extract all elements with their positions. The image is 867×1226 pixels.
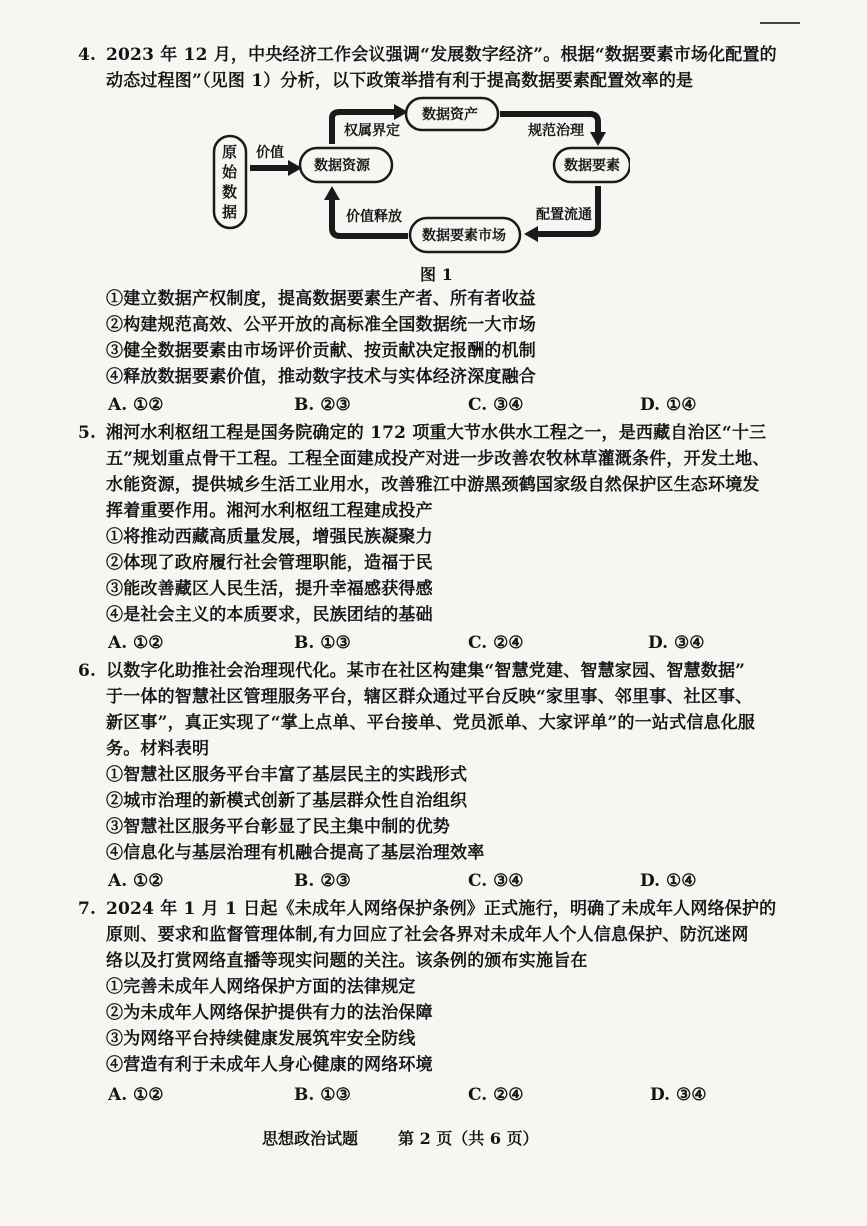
question-stem-line: 水能资源，提供城乡生活工业用水，改善雅江中游黑颈鹤国家级自然保护区生态环境发 xyxy=(106,475,760,495)
statement: ④营造有利于未成年人身心健康的网络环境 xyxy=(106,1055,433,1075)
option-a: A. ①② xyxy=(108,1085,164,1105)
data-asset-label: 数据资产 xyxy=(422,107,478,123)
question-stem-line: 新区事”，真正实现了“掌上点单、平台接单、党员派单、大家评单”的一站式信息化服 xyxy=(106,713,756,733)
question-number: 7. xyxy=(78,899,97,919)
statement: ④信息化与基层治理有机融合提高了基层治理效率 xyxy=(106,843,485,863)
rights-label: 权属界定 xyxy=(344,123,400,139)
option-d: D. ①④ xyxy=(640,871,697,891)
statement: ④是社会主义的本质要求，民族团结的基础 xyxy=(106,605,433,625)
option-d: D. ③④ xyxy=(648,633,705,653)
question-stem-line: 务。材料表明 xyxy=(106,739,210,759)
statement: ①完善未成年人网络保护方面的法律规定 xyxy=(106,977,416,997)
regulate-arrow-head xyxy=(590,132,606,146)
option-c: C. ②④ xyxy=(468,1085,524,1105)
statement: ②城市治理的新模式创新了基层群众性自治组织 xyxy=(106,791,468,811)
question-stem-line: 五”规划重点骨干工程。工程全面建成投产对进一步改善农牧林草灌溉条件，开发土地、 xyxy=(106,449,770,469)
circulate-arrow-head xyxy=(524,226,538,242)
question-number: 5. xyxy=(78,423,97,443)
option-d: D. ①④ xyxy=(640,395,697,415)
statement: ③智慧社区服务平台彰显了民主集中制的优势 xyxy=(106,817,450,837)
statement: ③能改善藏区人民生活，提升幸福感获得感 xyxy=(106,579,433,599)
question-stem-line: 动态过程图”（见图 1）分析，以下政策举措有利于提高数据要素配置效率的是 xyxy=(106,71,694,91)
raw-data-label: 原始数据 xyxy=(222,143,238,221)
data-element-label: 数据要素 xyxy=(564,158,620,174)
question-number: 4. xyxy=(78,45,97,65)
statement: ④释放数据要素价值，推动数字技术与实体经济深度融合 xyxy=(106,367,536,387)
circulate-label: 配置流通 xyxy=(536,207,592,223)
data-market-label: 数据要素市场 xyxy=(422,228,506,244)
question-stem-line: 原则、要求和监督管理体制,有力回应了社会各界对未成年人个人信息保护、防沉迷网 xyxy=(106,925,749,945)
statement: ①将推动西藏高质量发展，增强民族凝聚力 xyxy=(106,527,433,547)
data-resource-label: 数据资源 xyxy=(314,158,370,174)
question-stem-line: 湘河水利枢纽工程是国务院确定的 172 项重大节水供水工程之一，是西藏自治区“十三 xyxy=(106,423,767,443)
statement: ①智慧社区服务平台丰富了基层民主的实践形式 xyxy=(106,765,468,785)
question-stem-line: 2023 年 12 月，中央经济工作会议强调“发展数字经济”。根据“数据要素市场化配置的 xyxy=(106,45,777,65)
statement: ③健全数据要素由市场评价贡献、按贡献决定报酬的机制 xyxy=(106,341,536,361)
question-stem-line: 2024 年 1 月 1 日起《未成年人网络保护条例》正式施行，明确了未成年人网络保护的 xyxy=(106,899,777,919)
page-edge-mark xyxy=(760,22,800,24)
footer-subject: 思想政治试题 xyxy=(262,1129,359,1148)
regulate-label: 规范治理 xyxy=(528,123,584,139)
question-stem-line: 络以及打赏网络直播等现实问题的关注。该条例的颁布实施旨在 xyxy=(106,951,588,971)
question-stem-line: 以数字化助推社会治理现代化。某市在社区构建集“智慧党建、智慧家园、智慧数据” xyxy=(106,661,746,681)
figure-caption: 图 1 xyxy=(420,265,453,284)
option-a: A. ①② xyxy=(108,395,164,415)
option-b: B. ②③ xyxy=(294,871,351,891)
option-b: B. ①③ xyxy=(294,633,351,653)
option-c: C. ③④ xyxy=(468,871,524,891)
value-label: 价值 xyxy=(256,145,284,161)
data-flow-diagram xyxy=(210,96,630,256)
release-arrow-head xyxy=(324,186,340,200)
statement: ③为网络平台持续健康发展筑牢安全防线 xyxy=(106,1029,416,1049)
option-c: C. ②④ xyxy=(468,633,524,653)
option-b: B. ①③ xyxy=(294,1085,351,1105)
statement: ②为未成年人网络保护提供有力的法治保障 xyxy=(106,1003,433,1023)
question-number: 6. xyxy=(78,661,97,681)
statement: ②构建规范高效、公平开放的高标准全国数据统一大市场 xyxy=(106,315,536,335)
statement: ①建立数据产权制度，提高数据要素生产者、所有者收益 xyxy=(106,289,536,309)
option-d: D. ③④ xyxy=(650,1085,707,1105)
option-b: B. ②③ xyxy=(294,395,351,415)
statement: ②体现了政府履行社会管理职能，造福于民 xyxy=(106,553,433,573)
option-a: A. ①② xyxy=(108,633,164,653)
release-label: 价值释放 xyxy=(346,209,402,225)
option-c: C. ③④ xyxy=(468,395,524,415)
option-a: A. ①② xyxy=(108,871,164,891)
question-stem-line: 于一体的智慧社区管理服务平台，辖区群众通过平台反映“家里事、邻里事、社区事、 xyxy=(106,687,753,707)
footer-page: 第 2 页（共 6 页） xyxy=(398,1129,539,1148)
question-stem-line: 挥着重要作用。湘河水利枢纽工程建成投产 xyxy=(106,501,433,521)
